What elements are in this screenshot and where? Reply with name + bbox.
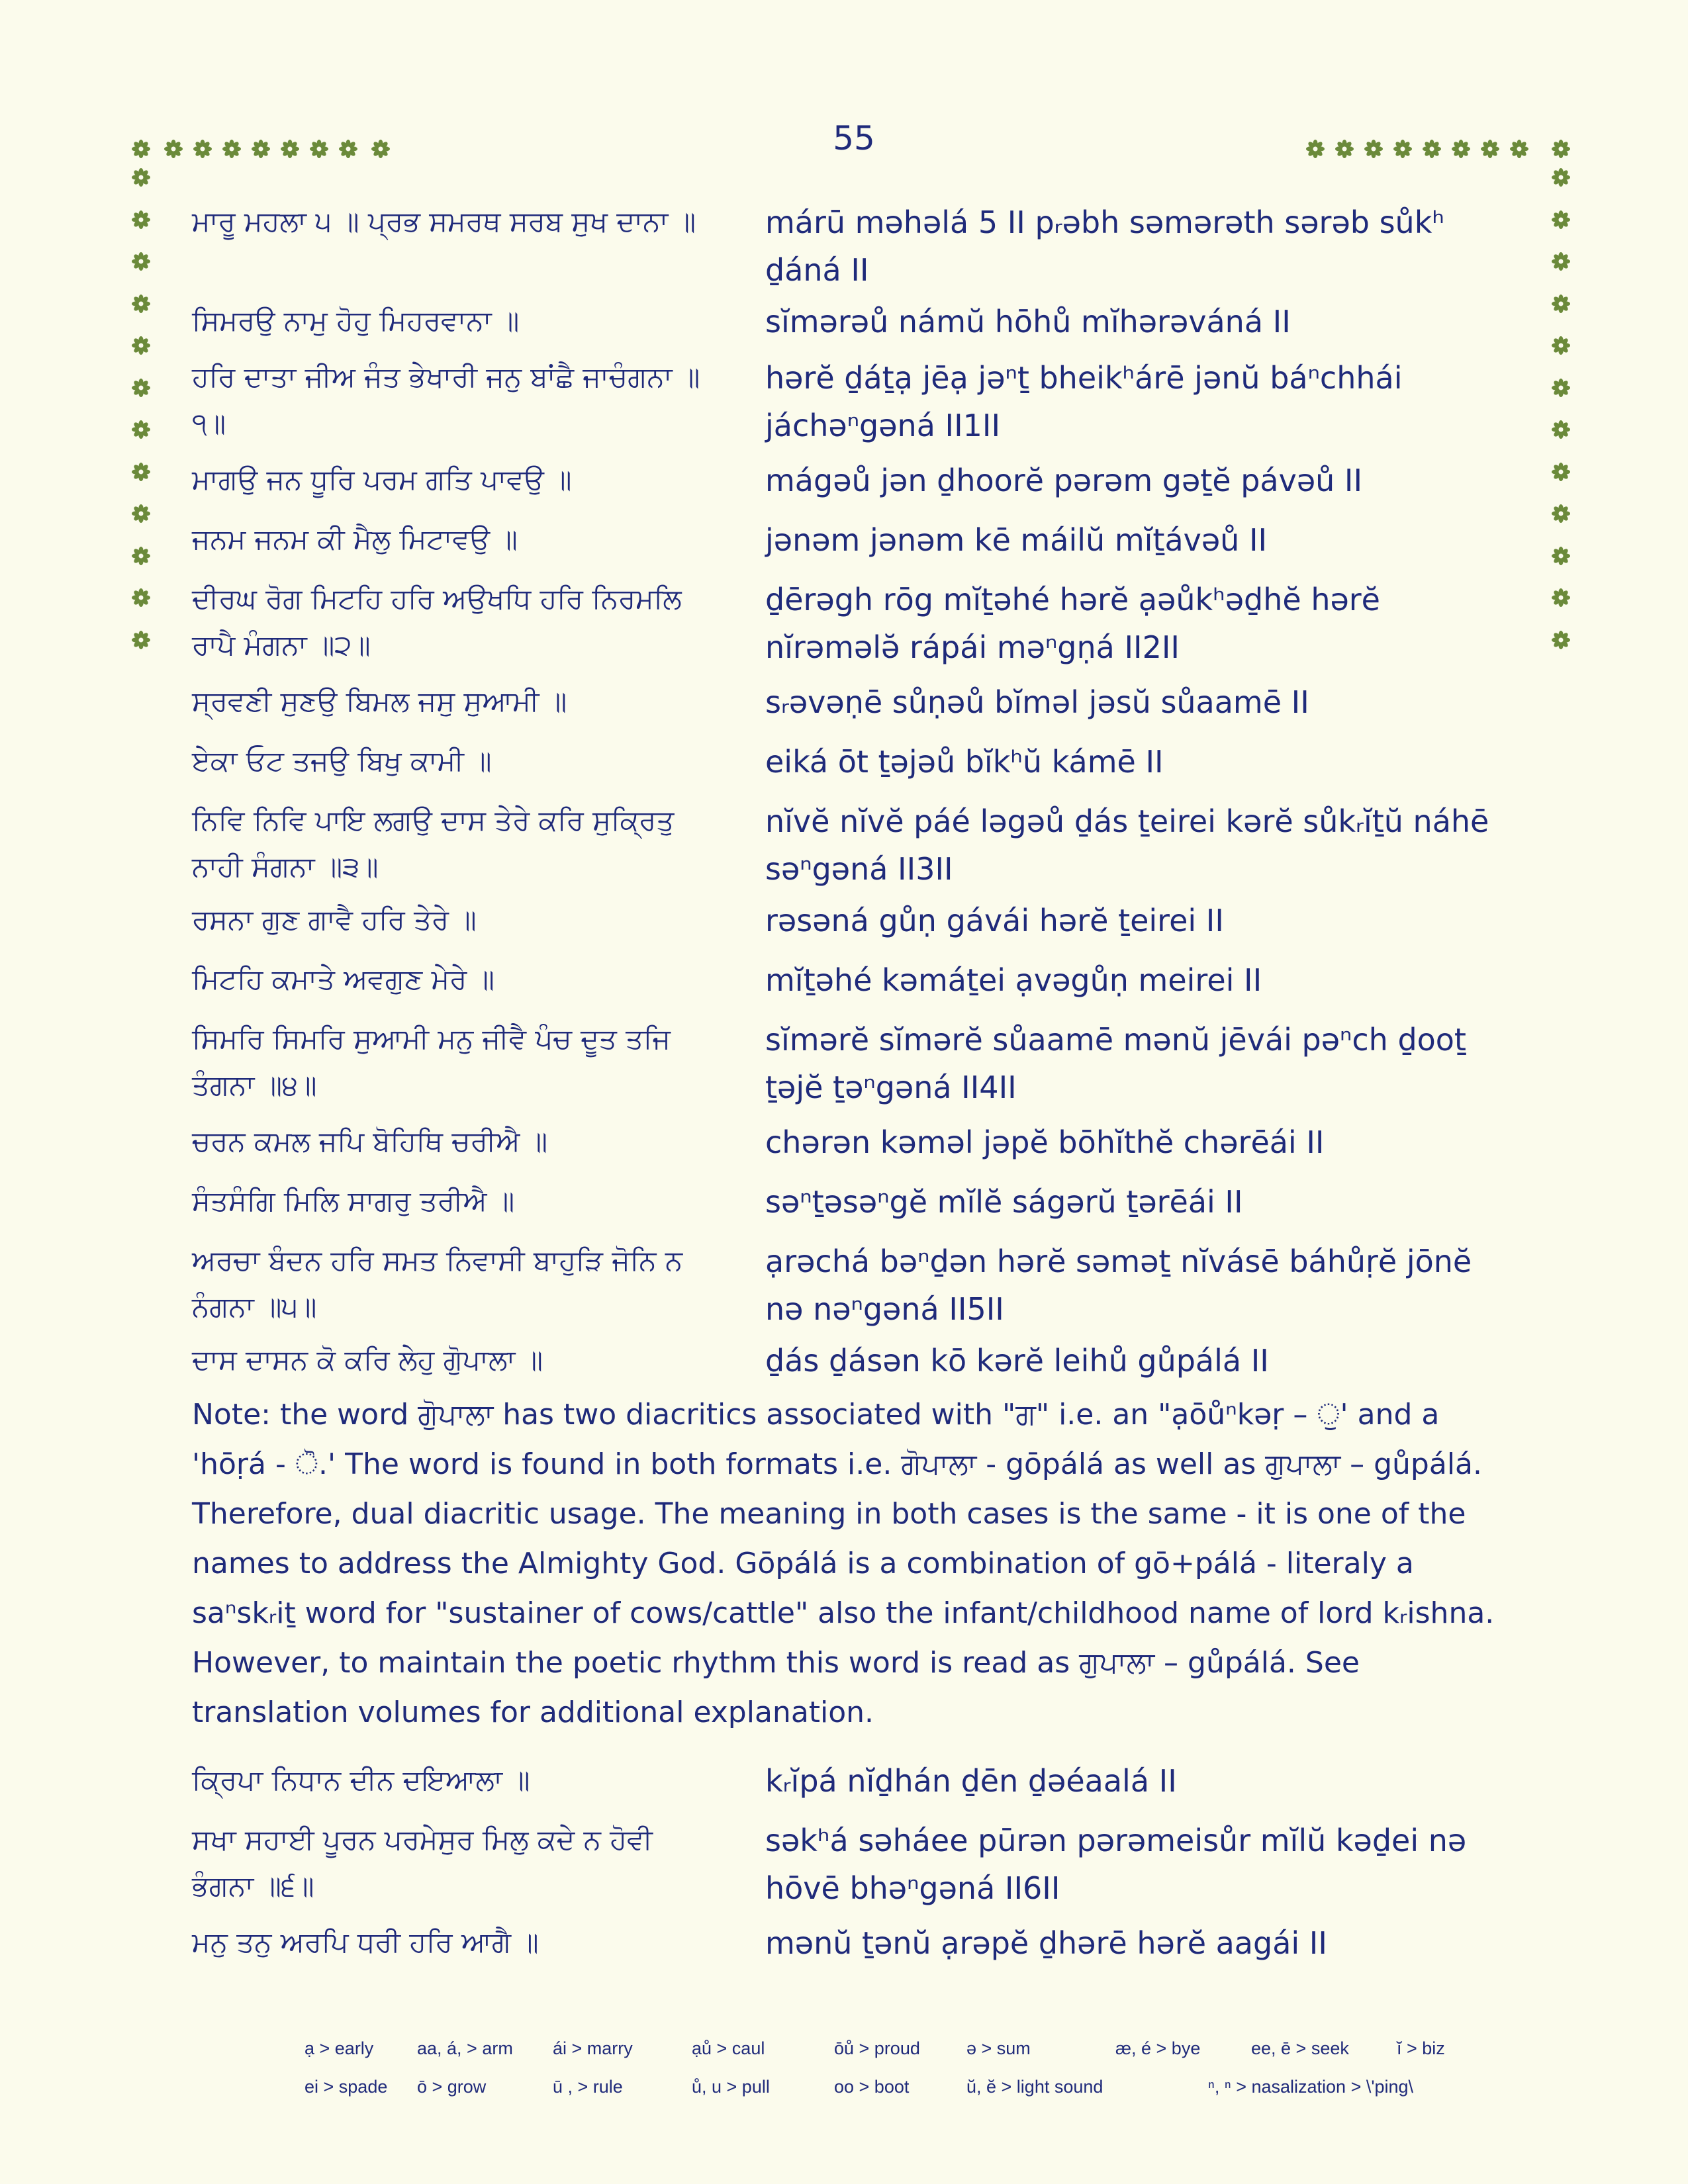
transliteration-text: márū məhəlá 5 II pᵣəbh səmərəth sərəb sůkʰ ḏáná II: [765, 205, 1444, 288]
flower-ornament-icon: [131, 504, 151, 523]
legend-item: ə > sum: [966, 2038, 1031, 2058]
gurmukhi-text: ਸਖਾ ਸਹਾਈ ਪੂਰਨ ਪਰਮੇਸੁਰ ਮਿਲੁ ਕਦੇ ਨ ਹੋਵੀ ਭੰਗਨਾ ॥੬॥: [192, 1823, 653, 1902]
flower-ornament-icon: [131, 462, 151, 482]
legend-row: [305, 2038, 1496, 2077]
gurmukhi-text: ਅਰਚਾ ਬੰਦਨ ਹਰਿ ਸਮਤ ਨਿਵਾਸੀ ਬਾਹੁੜਿ ਜੋਨਿ ਨ ਨੰਗਨਾ ॥੫॥: [192, 1244, 683, 1323]
flower-ornament-icon: [164, 139, 183, 159]
gurmukhi-text: ਨਿਵਿ ਨਿਵਿ ਪਾਇ ਲਗਉ ਦਾਸ ਤੇਰੇ ਕਰਿ ਸੁਕ੍ਰਿਤੁ ਨਾਹੀ ਸੰਗਨਾ ॥੩॥: [192, 804, 675, 883]
transliteration-text: ḏērəgh rōg mĭṯəhé hərĕ ạəůkʰəḏhĕ hərĕ nĭrəmələ̆ rápái məⁿgṇá II2II: [765, 582, 1380, 665]
transliteration-text: chərən kəməl jəpĕ bōhĭthĕ chərēái II: [765, 1124, 1325, 1160]
flower-ornament-icon: [1551, 378, 1571, 398]
flower-ornament-icon: [222, 139, 242, 159]
gurmukhi-text: ਸ੍ਰਵਣੀ ਸੁਣਉ ਬਿਮਲ ਜਸੁ ਸੁਆਮੀ ॥: [192, 685, 567, 717]
transliteration-text: rəsəná gůṇ gávái hərĕ ṯeirei II: [765, 903, 1224, 938]
transliteration-text: eiká ōt ṯəjəů bĭkʰŭ kámē II: [765, 744, 1164, 780]
flower-ornament-icon: [1393, 139, 1413, 159]
gurmukhi-text: ਸਿਮਰਉ ਨਾਮੁ ਹੋਹੁ ਮਿਹਰਵਾਨਾ ॥: [192, 304, 520, 337]
legend-item: ō > grow: [417, 2077, 487, 2097]
gurmukhi-text: ਮਾਗਉ ਜਨ ਧੂਰਿ ਪਰਮ ਗਤਿ ਪਾਵਉ ॥: [192, 463, 572, 496]
flower-ornament-icon: [1551, 294, 1571, 314]
gurmukhi-text: ਸੰਤਸੰਗਿ ਮਿਲਿ ਸਾਗਰੁ ਤਰੀਐ ॥: [192, 1185, 515, 1217]
transliteration-text: kᵣĭpá nĭḏhán ḏēn ḏəéaalá II: [765, 1763, 1177, 1799]
flower-ornament-icon: [309, 139, 329, 159]
gurmukhi-text: ਮਿਟਹਿ ਕਮਾਤੇ ਅਵਗੁਣ ਮੇਰੇ ॥: [192, 963, 494, 995]
gurmukhi-text: ਸਿਮਰਿ ਸਿਮਰਿ ਸੁਆਮੀ ਮਨੁ ਜੀਵੈ ਪੰਚ ਦੂਤ ਤਜਿ ਤੰਗਨਾ ॥੪॥: [192, 1023, 671, 1101]
transliteration-text: hərĕ ḏáṯạ jēạ jəⁿṯ bheikʰárē jənŭ báⁿchhái jáchəⁿgəná II1II: [765, 360, 1403, 443]
flower-ornament-icon: [131, 588, 151, 608]
page-number: 55: [833, 119, 875, 158]
flower-ornament-icon: [131, 294, 151, 314]
flower-ornament-icon: [131, 167, 151, 187]
flower-ornament-icon: [280, 139, 300, 159]
gurmukhi-text: ਜਨਮ ਜਨਮ ਕੀ ਮੈਲੁ ਮਿਟਾਵਉ ॥: [192, 523, 518, 555]
legend-item: oo > boot: [834, 2077, 910, 2097]
gurmukhi-text: ਕ੍ਰਿਪਾ ਨਿਧਾਨ ਦੀਨ ਦਇਆਲਾ ॥: [192, 1764, 530, 1796]
flower-ornament-icon: [1422, 139, 1442, 159]
flower-ornament-icon: [131, 210, 151, 230]
flower-ornament-icon: [1551, 462, 1571, 482]
transliteration-text: sᵣəvəṇē sůṇəů bĭməl jəsŭ sůaamē II: [765, 684, 1309, 720]
gurmukhi-text: ਮਨੁ ਤਨੁ ਅਰਪਿ ਧਰੀ ਹਰਿ ਆਗੈ ॥: [192, 1926, 539, 1958]
legend-row: [305, 2077, 1496, 2115]
legend-item: ů, u > pull: [692, 2077, 770, 2097]
note-paragraph: Note: the word ਗੋੁਪਾਲਾ has two diacritics associated with "ਗ" i.e. an "ạōůⁿkəṛ – ੁ' and a 'hōṛá - ੋ.' The word is found in both formats i.e. ਗੋਪਾਲਾ - gōpálá as well as ਗੁਪਾਲਾ – gůpálá. Therefore, dual diacritic usage. The meaning in both cases is the same - it is one of the names to address the Almighty God. Gōpálá is a combination of gō+pálá - literaly a saⁿskᵣiṯ word for "sustainer of cows/cattle" also the infant/childhood name of lord kᵣishna. However, to maintain the poetic rhythm this word is read as ਗੁਪਾਲਾ – gůpálá. See translation volumes for additional explanation.: [192, 1398, 1495, 1729]
gurmukhi-text: ਦੀਰਘ ਰੋਗ ਮਿਟਹਿ ਹਰਿ ਅਉਖਧਿ ਹਰਿ ਨਿਰਮਲਿ ਰਾਪੈ ਮੰਗਨਾ ॥੨॥: [192, 582, 682, 661]
flower-ornament-icon: [251, 139, 271, 159]
legend-item: ái > marry: [553, 2038, 633, 2058]
legend-item: ạ > early: [305, 2038, 374, 2058]
legend-item: ū , > rule: [553, 2077, 623, 2097]
flower-ornament-icon: [1551, 588, 1571, 608]
flower-ornament-icon: [1551, 546, 1571, 566]
flower-ornament-icon: [131, 420, 151, 439]
flower-ornament-icon: [1551, 420, 1571, 439]
transliteration-text: sĭmərĕ sĭmərĕ sůaamē mənŭ jēvái pəⁿch ḏooṯ ṯəjĕ ṯəⁿgəná II4II: [765, 1022, 1466, 1105]
flower-ornament-icon: [1551, 167, 1571, 187]
gurmukhi-text: ਚਰਨ ਕਮਲ ਜਪਿ ਬੋਹਿਥਿ ਚਰੀਐ ॥: [192, 1125, 548, 1158]
flower-ornament-icon: [1480, 139, 1500, 159]
legend-item: aa, á, > arm: [417, 2038, 513, 2058]
legend-item: ōů > proud: [834, 2038, 920, 2058]
flower-ornament-icon: [1509, 139, 1529, 159]
gurmukhi-text: ਏਕਾ ਓਟ ਤਜਉ ਬਿਖੁ ਕਾਮੀ ॥: [192, 745, 492, 777]
legend-item: ei > spade: [305, 2077, 388, 2097]
flower-ornament-icon: [1335, 139, 1354, 159]
transliteration-text: mĭṯəhé kəmáṯei ạvəgůṇ meirei II: [765, 962, 1262, 998]
flower-ornament-icon: [1551, 251, 1571, 271]
flower-ornament-icon: [131, 630, 151, 650]
flower-ornament-icon: [1364, 139, 1383, 159]
flower-ornament-icon: [1551, 630, 1571, 650]
flower-ornament-icon: [131, 336, 151, 355]
transliteration-text: ạrəchá bəⁿḏən hərĕ səməṯ nĭvásē báhůṛĕ jōnĕ nə nəⁿgəná II5II: [765, 1244, 1472, 1327]
flower-ornament-icon: [1551, 210, 1571, 230]
flower-ornament-icon: [338, 139, 358, 159]
transliteration-text: mənŭ ṯənŭ ạrəpĕ ḏhərē hərĕ aagái II: [765, 1925, 1327, 1961]
flower-ornament-icon: [1551, 139, 1571, 159]
flower-ornament-icon: [131, 378, 151, 398]
legend-item: ŭ, ĕ > light sound: [966, 2077, 1103, 2097]
flower-ornament-icon: [1551, 336, 1571, 355]
legend-item: ⁿ, ⁿ > nasalization > \'ping\: [1208, 2077, 1414, 2097]
transliteration-text: ḏás ḏásən kō kərĕ leihů gůpálá II: [765, 1343, 1269, 1379]
transliteration-text: səkʰá səháee pūrən pərəmeisůr mĭlŭ kəḏei nə hōvē bhəⁿgəná II6II: [765, 1823, 1467, 1906]
gurmukhi-text: ਹਰਿ ਦਾਤਾ ਜੀਅ ਜੰਤ ਭੇਖਾਰੀ ਜਨੁ ਬਾਂਛੈ ਜਾਚੰਗਨਾ ॥੧॥: [192, 361, 700, 439]
transliteration-text: jənəm jənəm kē máilŭ mĭṯávəů II: [765, 522, 1268, 558]
gurmukhi-text: ਮਾਰੂ ਮਹਲਾ ੫ ॥ ਪ੍ਰਭ ਸਮਰਥ ਸਰਬ ਸੁਖ ਦਾਨਾ ॥: [192, 205, 696, 238]
pronunciation-legend: [305, 2038, 1496, 2115]
flower-ornament-icon: [193, 139, 212, 159]
flower-ornament-icon: [1451, 139, 1471, 159]
flower-ornament-icon: [131, 546, 151, 566]
legend-item: ĭ > biz: [1397, 2038, 1445, 2058]
flower-ornament-icon: [131, 251, 151, 271]
legend-item: ạů > caul: [692, 2038, 765, 2058]
gurmukhi-text: ਰਸਨਾ ਗੁਣ ਗਾਵੈ ਹਰਿ ਤੇਰੇ ॥: [192, 903, 477, 936]
flower-ornament-icon: [1551, 504, 1571, 523]
transliteration-text: səⁿṯəsəⁿgĕ mĭlĕ ságərŭ ṯərēái II: [765, 1184, 1243, 1220]
flower-ornament-icon: [371, 139, 391, 159]
flower-ornament-icon: [1305, 139, 1325, 159]
flower-ornament-icon: [131, 139, 151, 159]
transliteration-text: nĭvĕ nĭvĕ páé ləgəů ḏás ṯeirei kərĕ sůkᵣĭṯŭ náhē səⁿgəná II3II: [765, 803, 1489, 887]
legend-item: æ, é > bye: [1115, 2038, 1201, 2058]
transliteration-text: mágəů jən ḏhoorĕ pərəm gəṯĕ pávəů II: [765, 463, 1363, 498]
legend-item: ee, ē > seek: [1251, 2038, 1349, 2058]
transliteration-text: sĭmərəů námŭ hōhů mĭhərəváná II: [765, 304, 1291, 340]
gurmukhi-text: ਦਾਸ ਦਾਸਨ ਕੋ ਕਰਿ ਲੇਹੁ ਗੋੁਪਾਲਾ ॥: [192, 1343, 543, 1376]
